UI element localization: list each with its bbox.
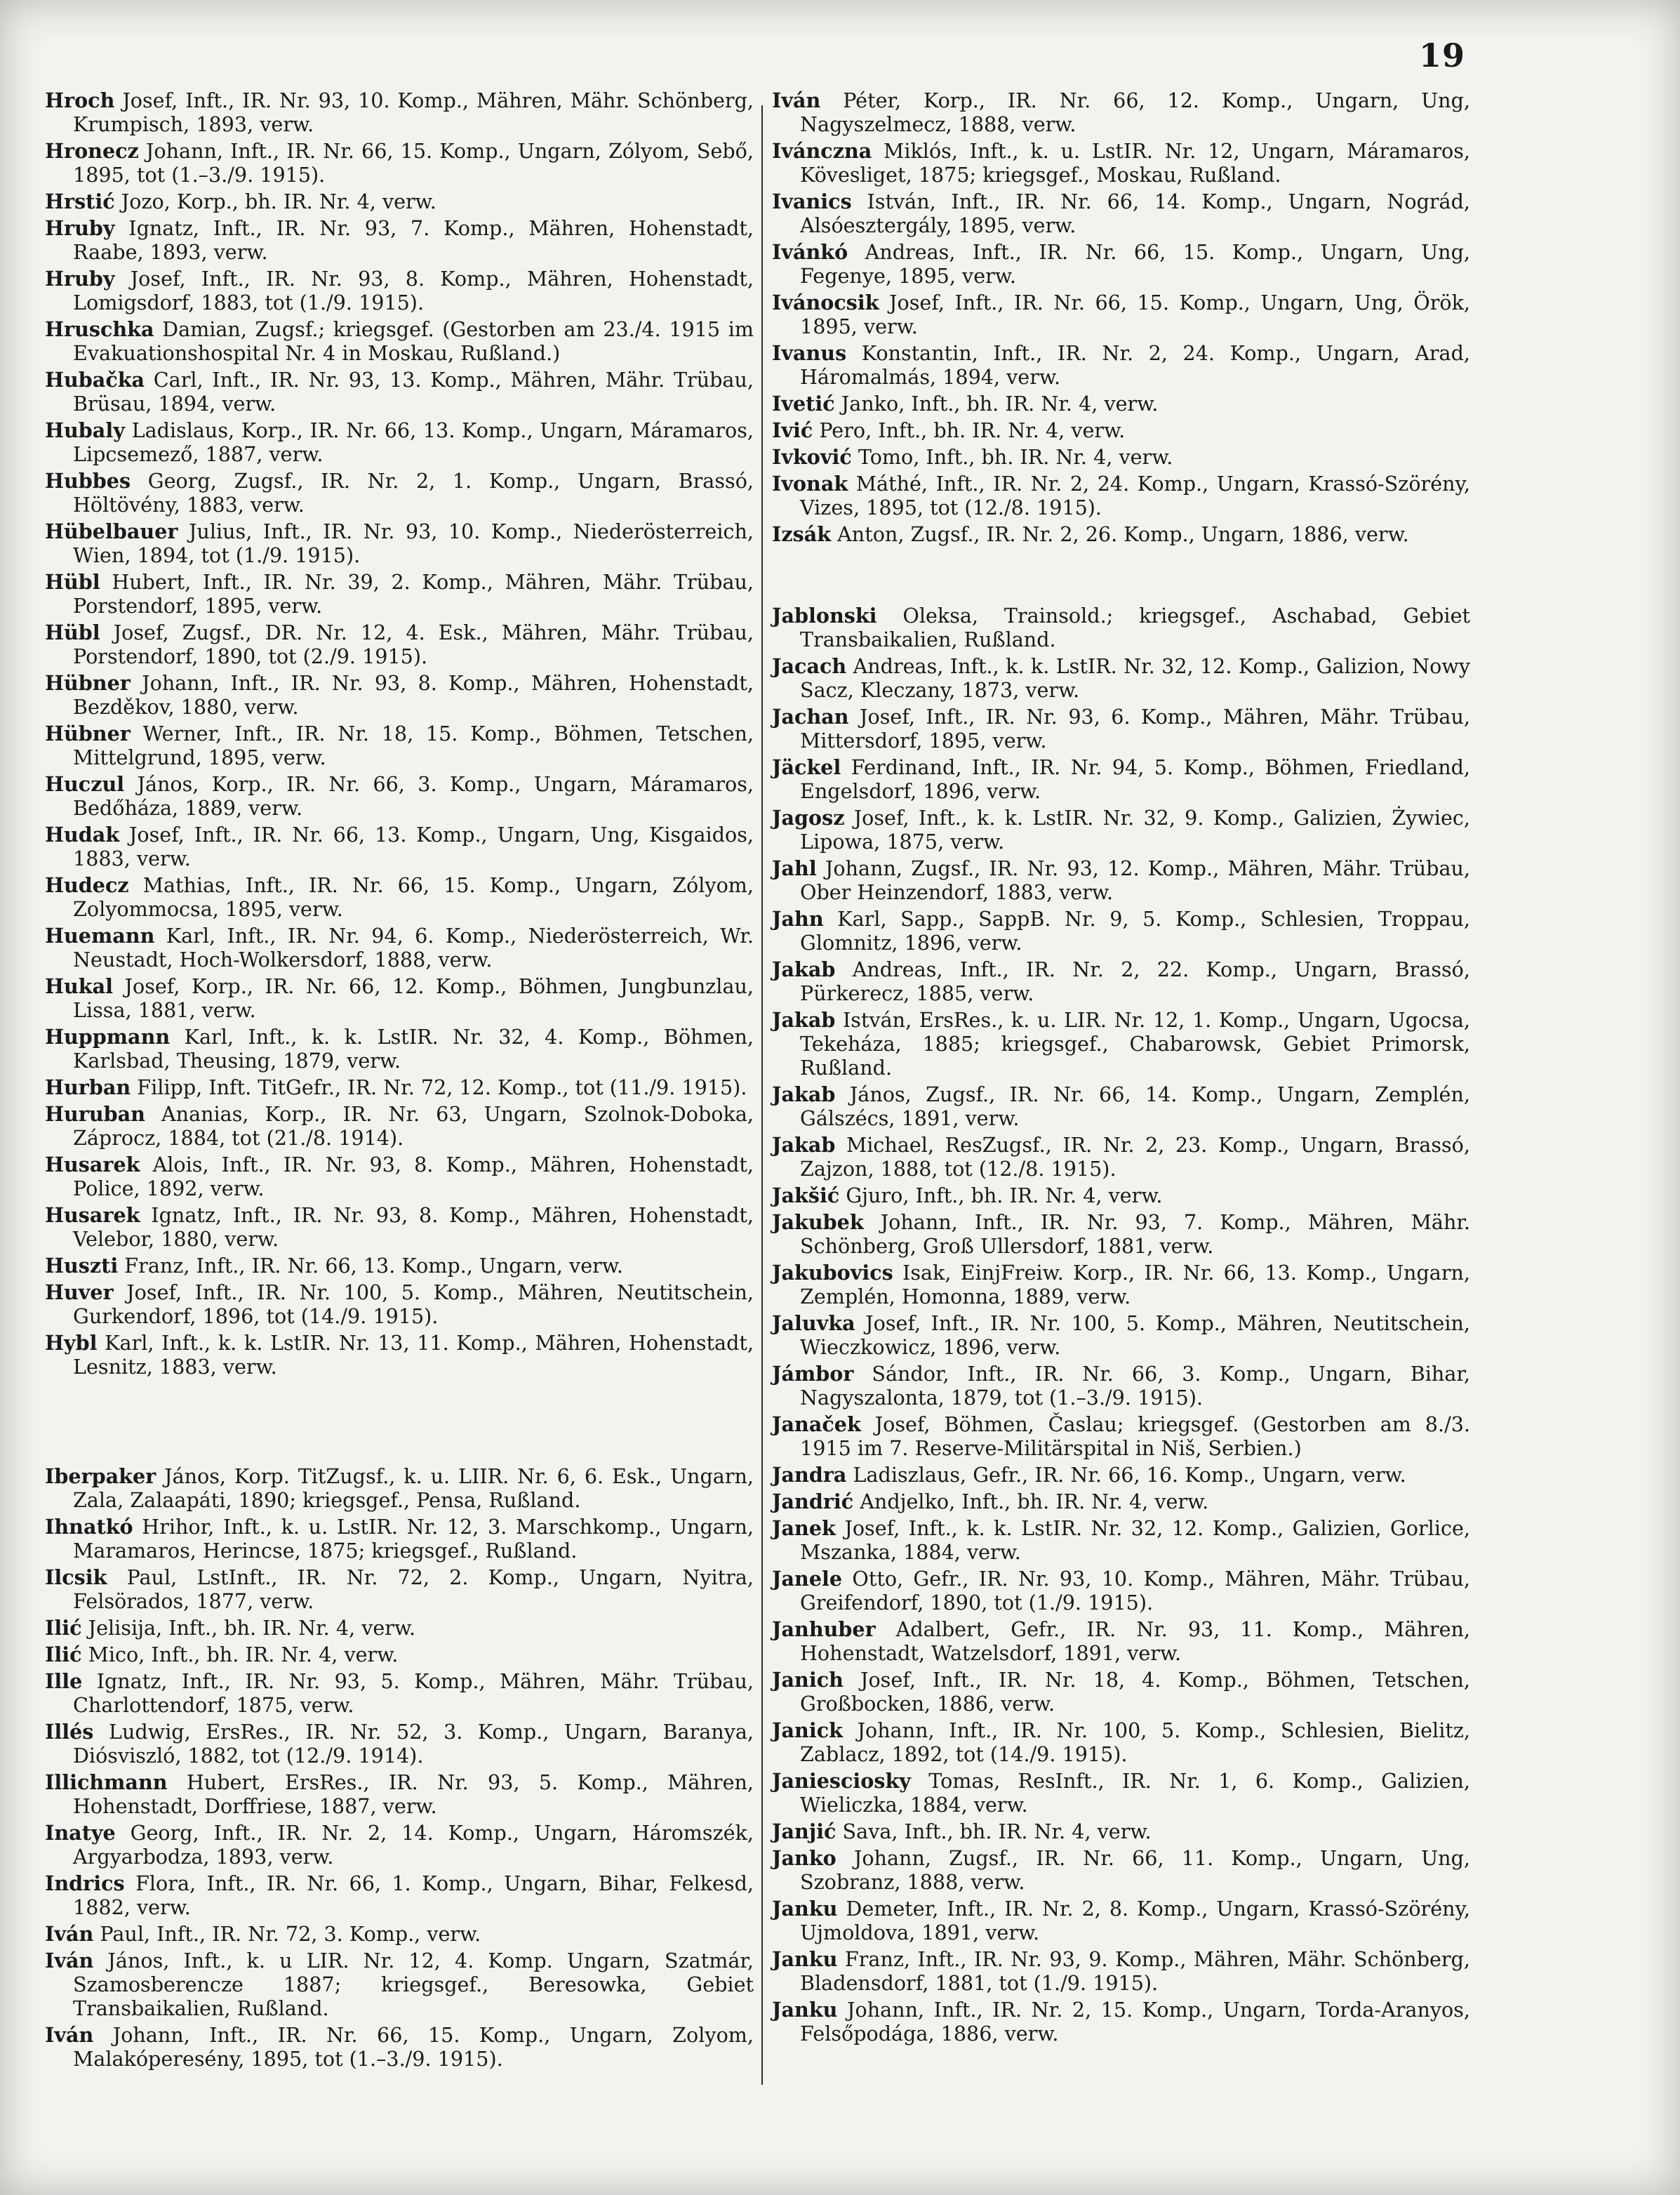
entry-details: Pero, Inft., bh. IR. Nr. 4, verw. xyxy=(813,418,1126,442)
register-entry xyxy=(45,823,754,870)
register-entry xyxy=(772,1490,1470,1513)
register-entry xyxy=(45,1871,754,1919)
entry-details: Franz, Inft., IR. Nr. 66, 13. Komp., Ungarn, verw. xyxy=(118,1254,623,1278)
register-entry xyxy=(45,1821,754,1869)
entry-details: Karl, Inft., k. k. LstIR. Nr. 32, 4. Komp., Böhmen, Karlsbad, Theusing, 1879, verw. xyxy=(73,1025,754,1073)
entry-details: Isak, EinjFreiw. Korp., IR. Nr. 66, 13. Komp., Ungarn, Zemplén, Homonna, 1889, verw. xyxy=(800,1261,1470,1308)
entry-surname: Jablonski xyxy=(772,604,877,628)
entry-details: Gjuro, Inft., bh. IR. Nr. 4, verw. xyxy=(839,1183,1163,1207)
register-entry xyxy=(772,1362,1470,1410)
register-entry xyxy=(772,190,1470,237)
right-column xyxy=(772,88,1470,2048)
entry-surname: Ivánkó xyxy=(772,240,848,264)
entry-surname: Janjić xyxy=(772,1819,836,1843)
entry-surname: Jámbor xyxy=(772,1362,854,1386)
entry-details: Michael, ResZugsf., IR. Nr. 2, 23. Komp., Ungarn, Brassó, Zajzon, 1888, tot (12./8. 1915). xyxy=(800,1133,1470,1181)
register-entry xyxy=(45,671,754,719)
register-entry xyxy=(45,519,754,567)
entry-details: Hrihor, Inft., k. u. LstIR. Nr. 12, 3. Marschkomp., Ungarn, Maramaros, Herincse, 1875; kriegsgef., Rußland. xyxy=(73,1515,754,1563)
register-entry xyxy=(45,621,754,668)
entry-surname: Ivanics xyxy=(772,190,852,213)
register-entry xyxy=(772,1463,1470,1487)
entry-details: Josef, Inft., IR. Nr. 93, 6. Komp., Mähren, Mähr. Trübau, Mittersdorf, 1895, verw. xyxy=(800,705,1470,752)
register-entry xyxy=(772,1311,1470,1359)
entry-surname: Hrstić xyxy=(45,190,115,213)
entry-details: Karl, Inft., k. k. LstIR. Nr. 13, 11. Komp., Mähren, Hohenstadt, Lesnitz, 1883, verw. xyxy=(73,1331,754,1379)
register-entry xyxy=(772,88,1470,136)
register-entry xyxy=(45,1025,754,1073)
entry-details: Konstantin, Inft., IR. Nr. 2, 24. Komp., Ungarn, Arad, Háromalmás, 1894, verw. xyxy=(800,341,1470,389)
register-entry xyxy=(772,1210,1470,1258)
entry-surname: Husarek xyxy=(45,1203,140,1227)
register-entry xyxy=(45,190,754,213)
entry-details: Andreas, Inft., IR. Nr. 2, 22. Komp., Ungarn, Brassó, Pürkerecz, 1885, verw. xyxy=(800,957,1470,1005)
register-entry xyxy=(45,368,754,416)
entry-surname: Illés xyxy=(45,1720,94,1744)
entry-details: Máthé, Inft., IR. Nr. 2, 24. Komp., Ungarn, Krassó-Szörény, Vizes, 1895, tot (12./8. 1915). xyxy=(800,472,1470,519)
entry-surname: Jakšić xyxy=(772,1183,840,1207)
register-entry xyxy=(45,267,754,314)
entry-surname: Janku xyxy=(772,1998,838,2022)
entry-surname: Jaluvka xyxy=(772,1311,855,1335)
register-entry xyxy=(45,1616,754,1640)
entry-details: Julius, Inft., IR. Nr. 93, 10. Komp., Niederösterreich, Wien, 1894, tot (1./9. 1915). xyxy=(73,519,754,567)
entry-surname: Janku xyxy=(772,1947,838,1971)
page-number: 19 xyxy=(1418,37,1465,74)
entry-surname: Ivić xyxy=(772,418,813,442)
entry-details: Josef, Inft., IR. Nr. 100, 5. Komp., Mähren, Neutitschein, Wieczkowicz, 1896, verw. xyxy=(800,1311,1470,1359)
register-entry xyxy=(45,570,754,618)
entry-surname: Ivković xyxy=(772,445,852,469)
register-entry xyxy=(45,924,754,971)
entry-details: Josef, Zugsf., DR. Nr. 12, 4. Esk., Mähren, Mähr. Trübau, Porstendorf, 1890, tot (2./9. 1915). xyxy=(73,621,754,668)
entry-details: Johann, Inft., IR. Nr. 66, 15. Komp., Ungarn, Zolyom, Malakóperesény, 1895, tot (1.–3./9. 1915). xyxy=(73,2023,754,2071)
entry-details: Josef, Korp., IR. Nr. 66, 12. Komp., Böhmen, Jungbunzlau, Lissa, 1881, verw. xyxy=(73,974,754,1022)
register-entry xyxy=(772,957,1470,1005)
register-entry xyxy=(45,1515,754,1563)
entry-details: Demeter, Inft., IR. Nr. 2, 8. Komp., Ungarn, Krassó-Szörény, Ujmoldova, 1891, verw. xyxy=(800,1897,1470,1944)
entry-surname: Hybl xyxy=(45,1331,98,1355)
entry-details: Paul, LstInft., IR. Nr. 72, 2. Komp., Ungarn, Nyitra, Felsörados, 1877, verw. xyxy=(73,1565,754,1613)
entry-surname: Iván xyxy=(45,1949,94,1972)
entry-surname: Huszti xyxy=(45,1254,119,1278)
entry-details: Anton, Zugsf., IR. Nr. 2, 26. Komp., Ungarn, 1886, verw. xyxy=(831,522,1409,546)
register-entry xyxy=(772,907,1470,955)
register-entry xyxy=(772,291,1470,338)
entry-surname: Hübelbauer xyxy=(45,519,178,543)
entry-surname: Janich xyxy=(772,1668,844,1692)
entry-surname: Huruban xyxy=(45,1102,145,1126)
entry-details: Hubert, ErsRes., IR. Nr. 93, 5. Komp., Mähren, Hohenstadt, Dorffriese, 1887, verw. xyxy=(73,1770,754,1818)
entry-surname: Indrics xyxy=(45,1871,125,1895)
register-entry xyxy=(772,392,1470,416)
entry-surname: Jakubek xyxy=(772,1210,864,1234)
entry-details: Ignatz, Inft., IR. Nr. 93, 8. Komp., Mähren, Hohenstadt, Velebor, 1880, verw. xyxy=(73,1203,754,1251)
entry-surname: Huemann xyxy=(45,924,155,948)
entry-details: Josef, Inft., IR. Nr. 18, 4. Komp., Böhmen, Tetschen, Großbocken, 1886, verw. xyxy=(800,1668,1470,1716)
register-entry xyxy=(45,873,754,921)
entry-surname: Janko xyxy=(772,1846,836,1870)
entry-surname: Hronecz xyxy=(45,139,139,163)
entry-surname: Hübl xyxy=(45,621,100,644)
register-entry xyxy=(772,522,1470,546)
entry-details: Janko, Inft., bh. IR. Nr. 4, verw. xyxy=(834,392,1159,416)
entry-details: Damian, Zugsf.; kriegsgef. (Gestorben am 23./4. 1915 im Evakuationshospital Nr. 4 in Moskau, Rußland.) xyxy=(73,317,754,365)
entry-surname: Ilcsik xyxy=(45,1565,107,1589)
entry-surname: Hurban xyxy=(45,1075,131,1099)
entry-surname: Ilić xyxy=(45,1616,82,1640)
register-entry xyxy=(45,317,754,365)
entry-surname: Ivánczna xyxy=(772,139,872,163)
entry-details: Josef, Inft., IR. Nr. 100, 5. Komp., Mähren, Neutitschein, Gurkendorf, 1896, tot (14./9. 1915). xyxy=(73,1280,754,1328)
register-entry xyxy=(45,1949,754,2020)
entry-surname: Iván xyxy=(45,2023,94,2047)
register-entry xyxy=(45,1922,754,1946)
entry-details: János, Inft., k. u LIR. Nr. 12, 4. Komp. Ungarn, Szatmár, Szamosberencze 1887; kriegsgef., Beresowka, Gebiet Transbaikalien, Rußland. xyxy=(73,1949,754,2020)
entry-details: Karl, Sapp., SappB. Nr. 9, 5. Komp., Schlesien, Troppau, Glomnitz, 1896, verw. xyxy=(800,907,1470,955)
register-entry xyxy=(772,1998,1470,2045)
entry-details: Hubert, Inft., IR. Nr. 39, 2. Komp., Mähren, Mähr. Trübau, Porstendorf, 1895, verw. xyxy=(73,570,754,618)
entry-surname: Hruschka xyxy=(45,317,154,341)
register-entry xyxy=(772,1183,1470,1207)
entry-surname: Janhuber xyxy=(772,1617,876,1641)
entry-surname: Ivanus xyxy=(772,341,847,365)
register-entry xyxy=(772,1947,1470,1995)
register-entry xyxy=(772,472,1470,519)
entry-surname: Jäckel xyxy=(772,755,841,779)
register-entry xyxy=(45,1203,754,1251)
register-entry xyxy=(772,1668,1470,1716)
entry-surname: Jahn xyxy=(772,907,824,931)
entry-details: Ladislaus, Korp., IR. Nr. 66, 13. Komp., Ungarn, Máramaros, Lipcsemező, 1887, verw. xyxy=(73,418,754,466)
column-divider xyxy=(761,105,763,2085)
entry-surname: Huppmann xyxy=(45,1025,171,1049)
entry-surname: Husarek xyxy=(45,1153,140,1176)
entry-surname: Jakab xyxy=(772,1008,836,1032)
entry-surname: Jandra xyxy=(772,1463,847,1487)
register-entry xyxy=(45,772,754,820)
entry-details: Alois, Inft., IR. Nr. 93, 8. Komp., Mähren, Hohenstadt, Police, 1892, verw. xyxy=(73,1153,754,1200)
entry-details: Josef, Inft., k. k. LstIR. Nr. 32, 9. Komp., Galizien, Żywiec, Lipowa, 1875, verw. xyxy=(800,806,1470,854)
register-entry xyxy=(772,1008,1470,1080)
entry-surname: Ivánocsik xyxy=(772,291,879,314)
register-entry xyxy=(45,418,754,466)
register-entry xyxy=(45,1331,754,1379)
entry-surname: Ivonak xyxy=(772,472,848,496)
entry-details: Ignatz, Inft., IR. Nr. 93, 7. Komp., Mähren, Hohenstadt, Raabe, 1893, verw. xyxy=(73,216,754,264)
entry-surname: Jakab xyxy=(772,957,836,981)
entry-details: Ladiszlaus, Gefr., IR. Nr. 66, 16. Komp., Ungarn, verw. xyxy=(846,1463,1406,1487)
entry-surname: Janaček xyxy=(772,1412,861,1436)
register-entry xyxy=(772,1846,1470,1894)
entry-surname: Hudak xyxy=(45,823,120,847)
register-entry xyxy=(45,88,754,136)
register-entry xyxy=(772,705,1470,752)
entry-details: Carl, Inft., IR. Nr. 93, 13. Komp., Mähren, Mähr. Trübau, Brüsau, 1894, verw. xyxy=(73,368,754,416)
entry-details: Johann, Zugsf., IR. Nr. 93, 12. Komp., Mähren, Mähr. Trübau, Ober Heinzendorf, 1883, verw. xyxy=(800,856,1470,904)
register-entry xyxy=(772,240,1470,288)
left-column xyxy=(45,88,754,2074)
entry-details: Otto, Gefr., IR. Nr. 93, 10. Komp., Mähren, Mähr. Trübau, Greifendorf, 1890, tot (1./9. 1915). xyxy=(800,1567,1470,1614)
entry-details: Andreas, Inft., k. k. LstIR. Nr. 32, 12. Komp., Galizion, Nowy Sacz, Kleczany, 1873, verw. xyxy=(800,654,1470,702)
entry-surname: Ihnatkó xyxy=(45,1515,133,1539)
register-entry xyxy=(45,1153,754,1200)
register-entry xyxy=(45,1102,754,1150)
register-entry xyxy=(772,1261,1470,1308)
entry-surname: Huver xyxy=(45,1280,114,1304)
entry-surname: Hudecz xyxy=(45,873,129,897)
register-entry xyxy=(45,722,754,769)
entry-details: Jozo, Korp., bh. IR. Nr. 4, verw. xyxy=(114,190,436,213)
entry-surname: Jakubovics xyxy=(772,1261,893,1285)
register-entry xyxy=(45,139,754,187)
entry-details: Jelisija, Inft., bh. IR. Nr. 4, verw. xyxy=(81,1616,416,1640)
entry-details: Adalbert, Gefr., IR. Nr. 93, 11. Komp., Mähren, Hohenstadt, Watzelsdorf, 1891, verw. xyxy=(800,1617,1470,1665)
entry-details: Josef, Inft., k. k. LstIR. Nr. 32, 12. Komp., Galizien, Gorlice, Mszanka, 1884, verw. xyxy=(800,1516,1470,1564)
register-entry xyxy=(772,604,1470,651)
entry-details: Flora, Inft., IR. Nr. 66, 1. Komp., Ungarn, Bihar, Felkesd, 1882, verw. xyxy=(73,1871,754,1919)
entry-details: Josef, Inft., IR. Nr. 66, 13. Komp., Ungarn, Ung, Kisgaidos, 1883, verw. xyxy=(73,823,754,870)
entry-details: Georg, Zugsf., IR. Nr. 2, 1. Komp., Ungarn, Brassó, Höltövény, 1883, verw. xyxy=(73,469,754,517)
register-entry xyxy=(772,654,1470,702)
register-entry xyxy=(45,1075,754,1099)
register-entry xyxy=(45,216,754,264)
register-entry xyxy=(45,2023,754,2071)
entry-details: Tomo, Inft., bh. IR. Nr. 4, verw. xyxy=(851,445,1173,469)
entry-details: István, Inft., IR. Nr. 66, 14. Komp., Ungarn, Nográd, Alsóesztergály, 1895, verw. xyxy=(800,190,1470,237)
entry-details: János, Zugsf., IR. Nr. 66, 14. Komp., Ungarn, Zemplén, Gálszécs, 1891, verw. xyxy=(800,1082,1470,1130)
entry-details: Ananias, Korp., IR. Nr. 63, Ungarn, Szolnok-Doboka, Záprocz, 1884, tot (21./8. 1914). xyxy=(73,1102,754,1150)
entry-details: Johann, Inft., IR. Nr. 66, 15. Komp., Ungarn, Zólyom, Sebő, 1895, tot (1.–3./9. 1915). xyxy=(73,139,754,187)
register-entry xyxy=(772,445,1470,469)
entry-details: Ignatz, Inft., IR. Nr. 93, 5. Komp., Mähren, Mähr. Trübau, Charlottendorf, 1875, verw. xyxy=(73,1669,754,1717)
entry-surname: Huczul xyxy=(45,772,125,796)
entry-surname: Hubaly xyxy=(45,418,125,442)
entry-details: Miklós, Inft., k. u. LstIR. Nr. 12, Ungarn, Máramaros, Kövesliget, 1875; kriegsgef., Moskau, Rußland. xyxy=(800,139,1470,187)
register-entry xyxy=(45,1720,754,1768)
entry-surname: Ille xyxy=(45,1669,83,1693)
entry-surname: Iberpaker xyxy=(45,1464,156,1488)
entry-details: Josef, Inft., IR. Nr. 93, 8. Komp., Mähren, Hohenstadt, Lomigsdorf, 1883, tot (1./9. 1915). xyxy=(73,267,754,314)
entry-details: Josef, Inft., IR. Nr. 93, 10. Komp., Mähren, Mähr. Schönberg, Krumpisch, 1893, verw. xyxy=(73,88,754,136)
entry-details: Karl, Inft., IR. Nr. 94, 6. Komp., Niederösterreich, Wr. Neustadt, Hoch-Wolkersdorf, 1888, verw. xyxy=(73,924,754,971)
entry-surname: Jahl xyxy=(772,856,817,880)
section-gap xyxy=(45,1381,754,1464)
entry-surname: Hubbes xyxy=(45,469,131,493)
entry-surname: Hubačka xyxy=(45,368,145,392)
register-entry xyxy=(772,1769,1470,1817)
register-entry xyxy=(45,1280,754,1328)
entry-details: Johann, Inft., IR. Nr. 93, 8. Komp., Mähren, Hohenstadt, Bezděkov, 1880, verw. xyxy=(73,671,754,719)
entry-surname: Izsák xyxy=(772,522,832,546)
entry-details: István, ErsRes., k. u. LIR. Nr. 12, 1. Komp., Ungarn, Ugocsa, Tekeháza, 1885; kriegsgef., Chabarowsk, Gebiet Primorsk, Rußland. xyxy=(800,1008,1470,1080)
register-entry xyxy=(772,1617,1470,1665)
entry-details: Andjelko, Inft., bh. IR. Nr. 4, verw. xyxy=(853,1490,1209,1513)
entry-surname: Janku xyxy=(772,1897,838,1921)
entry-surname: Jakab xyxy=(772,1082,836,1106)
entry-surname: Jachan xyxy=(772,705,849,729)
register-entry xyxy=(772,856,1470,904)
entry-surname: Ivetić xyxy=(772,392,835,416)
entry-details: Franz, Inft., IR. Nr. 93, 9. Komp., Mähren, Mähr. Schönberg, Bladensdorf, 1881, tot (1./9. 1915). xyxy=(800,1947,1470,1995)
entry-surname: Ilić xyxy=(45,1643,82,1666)
entry-surname: Janiesciosky xyxy=(772,1769,911,1793)
register-entry xyxy=(772,1819,1470,1843)
entry-details: Filipp, Inft. TitGefr., IR. Nr. 72, 12. Komp., tot (11./9. 1915). xyxy=(131,1075,747,1099)
entry-surname: Jagosz xyxy=(772,806,845,830)
entry-details: Ludwig, ErsRes., IR. Nr. 52, 3. Komp., Ungarn, Baranya, Diósviszló, 1882, tot (12./9. 1914). xyxy=(73,1720,754,1768)
register-entry xyxy=(772,139,1470,187)
entry-surname: Janele xyxy=(772,1567,843,1591)
entry-surname: Jakab xyxy=(772,1133,836,1157)
register-entry xyxy=(772,1897,1470,1944)
register-entry xyxy=(45,1669,754,1717)
entry-surname: Janick xyxy=(772,1718,843,1742)
entry-details: Johann, Inft., IR. Nr. 93, 7. Komp., Mähren, Mähr. Schönberg, Groß Ullersdorf, 1881, verw. xyxy=(800,1210,1470,1258)
entry-details: Tomas, ResInft., IR. Nr. 1, 6. Komp., Galizien, Wieliczka, 1884, verw. xyxy=(800,1769,1470,1817)
entry-details: Sava, Inft., bh. IR. Nr. 4, verw. xyxy=(836,1819,1152,1843)
entry-details: Werner, Inft., IR. Nr. 18, 15. Komp., Böhmen, Tetschen, Mittelgrund, 1895, verw. xyxy=(73,722,754,769)
entry-details: János, Korp. TitZugsf., k. u. LIIR. Nr. 6, 6. Esk., Ungarn, Zala, Zalaapáti, 1890; kriegsgef., Pensa, Rußland. xyxy=(73,1464,754,1512)
entry-details: Andreas, Inft., IR. Nr. 66, 15. Komp., Ungarn, Ung, Fegenye, 1895, verw. xyxy=(800,240,1470,288)
entry-surname: Iván xyxy=(772,88,821,112)
register-entry xyxy=(772,806,1470,854)
register-entry xyxy=(772,1133,1470,1181)
entry-details: Péter, Korp., IR. Nr. 66, 12. Komp., Ungarn, Ung, Nagyszelmecz, 1888, verw. xyxy=(800,88,1470,136)
entry-details: Josef, Böhmen, Časlau; kriegsgef. (Gestorben am 8./3. 1915 im 7. Reserve-Militärspital in Niš, Serbien.) xyxy=(800,1412,1470,1460)
register-entry xyxy=(45,1254,754,1278)
register-entry xyxy=(772,1412,1470,1460)
register-entry xyxy=(772,341,1470,389)
entry-details: Josef, Inft., IR. Nr. 66, 15. Komp., Ungarn, Ung, Örök, 1895, verw. xyxy=(800,291,1470,338)
entry-surname: Jacach xyxy=(772,654,847,678)
register-entry xyxy=(45,469,754,517)
entry-details: Sándor, Inft., IR. Nr. 66, 3. Komp., Ungarn, Bihar, Nagyszalonta, 1879, tot (1.–3./9. 1915). xyxy=(800,1362,1470,1410)
entry-details: Johann, Inft., IR. Nr. 2, 15. Komp., Ungarn, Torda-Aranyos, Felsőpodága, 1886, verw. xyxy=(800,1998,1470,2045)
entry-surname: Hübner xyxy=(45,722,131,745)
entry-details: Johann, Inft., IR. Nr. 100, 5. Komp., Schlesien, Bielitz, Zablacz, 1892, tot (14./9. 1915). xyxy=(800,1718,1470,1766)
register-entry xyxy=(45,1770,754,1818)
entry-surname: Hukal xyxy=(45,974,114,998)
register-entry xyxy=(772,418,1470,442)
register-entry xyxy=(772,755,1470,803)
entry-surname: Hroch xyxy=(45,88,115,112)
register-entry xyxy=(772,1082,1470,1130)
entry-details: Paul, Inft., IR. Nr. 72, 3. Komp., verw. xyxy=(93,1922,481,1946)
entry-details: Oleksa, Trainsold.; kriegsgef., Aschabad, Gebiet Transbaikalien, Rußland. xyxy=(800,604,1470,651)
entry-surname: Inatye xyxy=(45,1821,116,1845)
register-entry xyxy=(45,1643,754,1666)
entry-surname: Hübner xyxy=(45,671,131,695)
entry-surname: Illichmann xyxy=(45,1770,168,1794)
register-entry xyxy=(772,1567,1470,1614)
register-entry xyxy=(45,974,754,1022)
entry-surname: Jandrić xyxy=(772,1490,854,1513)
entry-surname: Iván xyxy=(45,1922,94,1946)
entry-details: Johann, Zugsf., IR. Nr. 66, 11. Komp., Ungarn, Ung, Szobranz, 1888, verw. xyxy=(800,1846,1470,1894)
section-gap xyxy=(772,549,1470,604)
entry-details: Georg, Inft., IR. Nr. 2, 14. Komp., Ungarn, Háromszék, Argyarbodza, 1893, verw. xyxy=(73,1821,754,1869)
register-entry xyxy=(45,1464,754,1512)
register-entry xyxy=(45,1565,754,1613)
register-entry xyxy=(772,1718,1470,1766)
entry-surname: Hübl xyxy=(45,570,100,594)
register-entry xyxy=(772,1516,1470,1564)
entry-details: János, Korp., IR. Nr. 66, 3. Komp., Ungarn, Máramaros, Bedőháza, 1889, verw. xyxy=(73,772,754,820)
entry-details: Ferdinand, Inft., IR. Nr. 94, 5. Komp., Böhmen, Friedland, Engelsdorf, 1896, verw. xyxy=(800,755,1470,803)
entry-surname: Hruby xyxy=(45,267,115,291)
entry-surname: Janek xyxy=(772,1516,836,1540)
entry-details: Mathias, Inft., IR. Nr. 66, 15. Komp., Ungarn, Zólyom, Zolyommocsa, 1895, verw. xyxy=(73,873,754,921)
entry-details: Mico, Inft., bh. IR. Nr. 4, verw. xyxy=(81,1643,399,1666)
entry-surname: Hruby xyxy=(45,216,115,240)
